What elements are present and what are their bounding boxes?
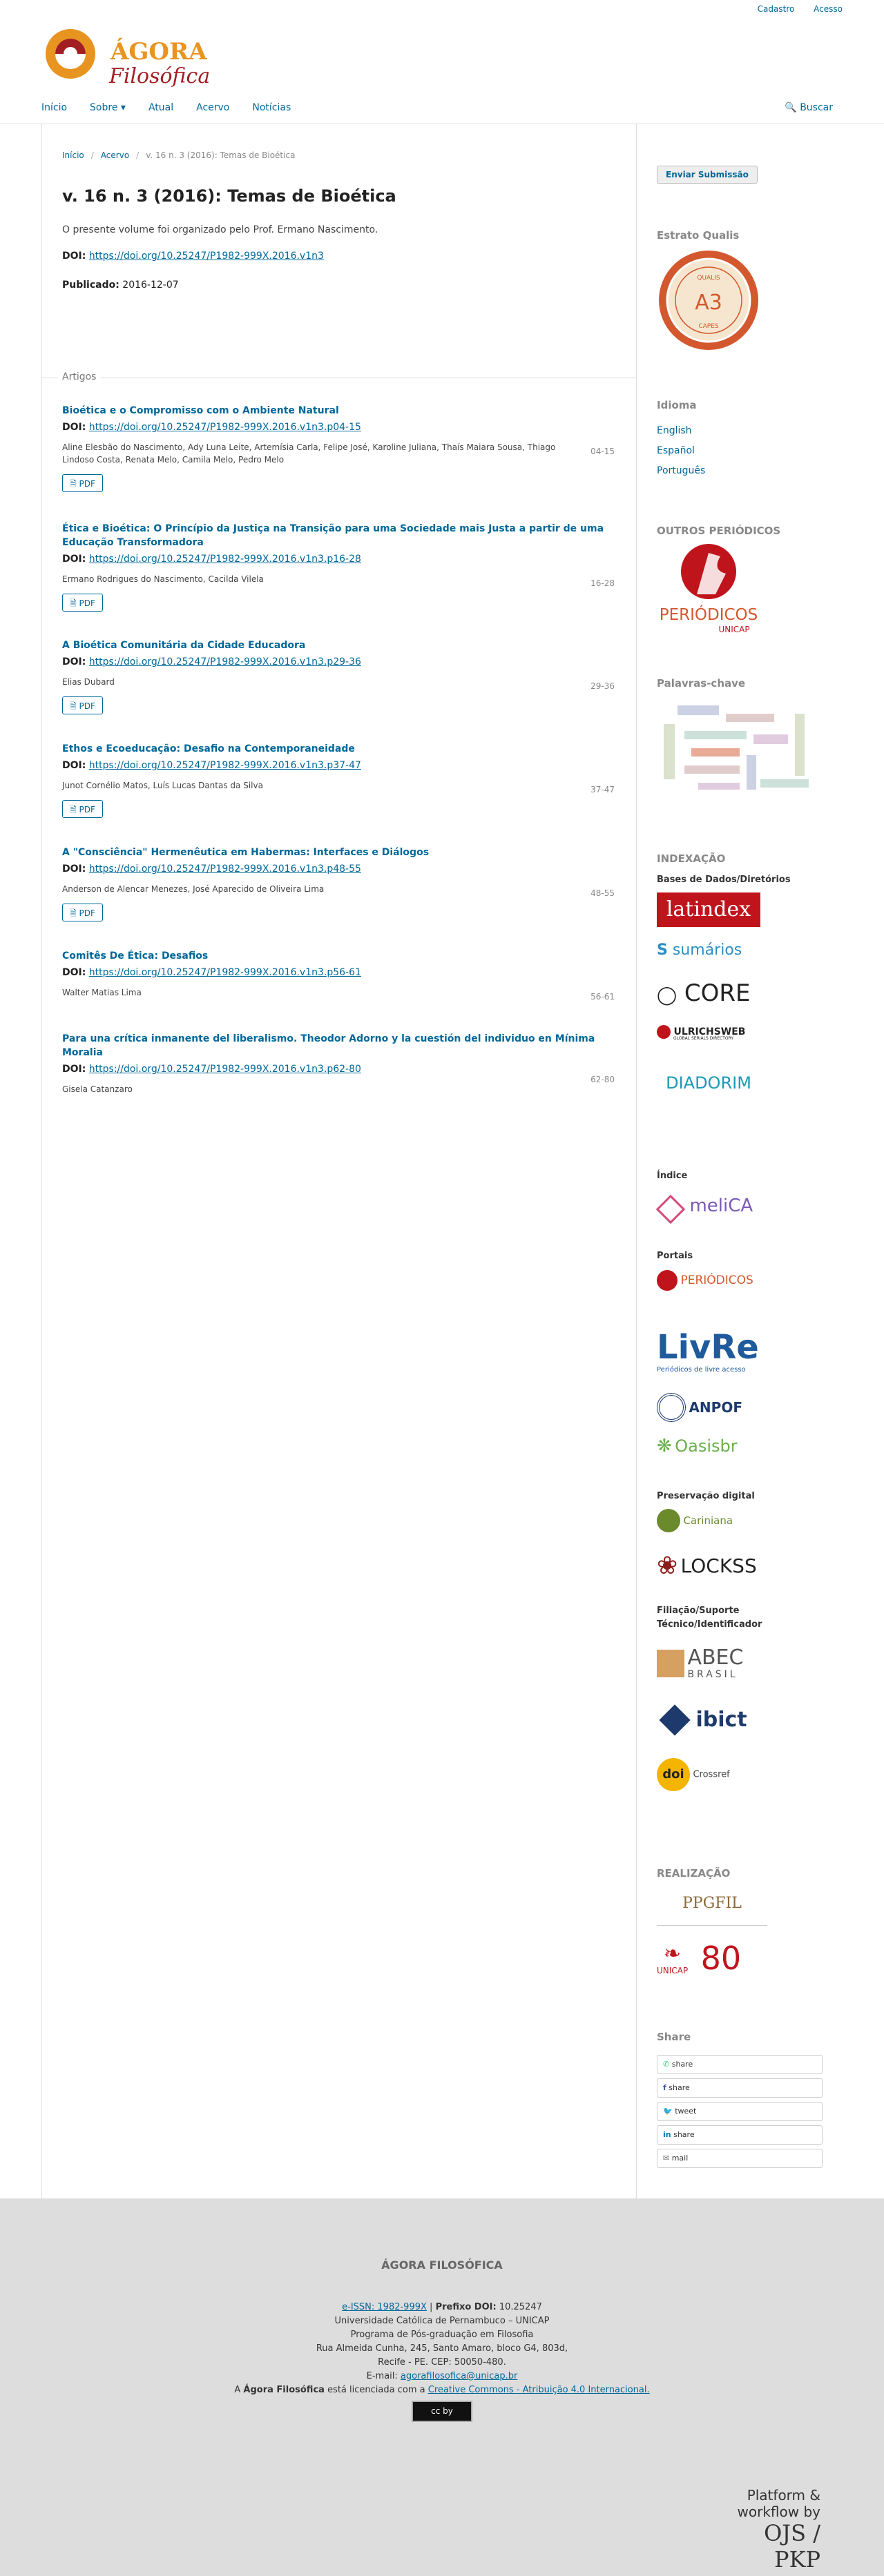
article-title[interactable]: Ethos e Ecoeducação: Desafio na Contemporaneidade	[62, 743, 355, 754]
pdf-label: PDF	[79, 701, 95, 711]
core-logo[interactable]	[657, 975, 760, 1013]
article-doi-link[interactable]: https://doi.org/10.25247/P1982-999X.2016.v1n3.p62-80	[88, 1064, 361, 1075]
livre-subtext: Periódicos de livre acesso	[657, 1366, 746, 1374]
periodicos-unicap-text: UNICAP	[718, 625, 750, 634]
issue-doi-link[interactable]: https://doi.org/10.25247/P1982-999X.2016.v1n3	[88, 251, 324, 262]
nav-item-sobre[interactable]: Sobre ▾	[90, 102, 126, 113]
article-pages: 16-28	[590, 578, 615, 588]
nav-item-acervo[interactable]: Acervo	[196, 102, 230, 113]
anpof-icon	[657, 1393, 686, 1422]
pdf-button[interactable]	[62, 800, 103, 818]
latindex-logo[interactable]: latindex	[657, 892, 760, 927]
section-label: Artigos	[58, 371, 100, 382]
oasisbr-logo[interactable]	[657, 1436, 767, 1470]
article-item	[62, 949, 615, 1002]
qualis-grade: A3	[695, 291, 722, 315]
ibict-logo[interactable]	[657, 1708, 767, 1749]
article-authors: Ermano Rodrigues do Nascimento, Cacilda Vilela	[62, 574, 264, 584]
article-doi-label: DOI:	[62, 1064, 86, 1075]
footer-issn-line: e-ISSN: 1982-999X | Prefixo DOI: 10.25247	[342, 2302, 542, 2312]
article-pages: 48-55	[590, 888, 615, 898]
article-title[interactable]: Comitês De Ética: Desafios	[62, 950, 209, 962]
pdf-label: PDF	[79, 479, 95, 489]
footer-license-link[interactable]: Creative Commons - Atribuição 4.0 Internacional.	[427, 2385, 650, 2395]
qualis-bottom-text: CAPES	[698, 323, 719, 330]
livre-text: LivRe	[657, 1328, 759, 1367]
footer-license-journal: Ágora Filosófica	[243, 2385, 325, 2395]
pdf-button[interactable]	[62, 904, 103, 921]
pdf-button[interactable]	[62, 696, 103, 714]
site-header	[0, 0, 884, 124]
sumarios-icon: S	[657, 941, 668, 959]
primary-nav	[41, 102, 314, 113]
search-link[interactable]	[785, 102, 833, 113]
cariniana-logo[interactable]	[657, 1509, 767, 1540]
pdf-icon: 🗎	[70, 701, 77, 711]
article-title[interactable]: Ética e Bioética: O Princípio da Justiça na Transição para uma Sociedade mais Justa a partir de uma Educação Transformadora	[62, 523, 604, 548]
article-doi-label: DOI:	[62, 422, 86, 433]
article-doi-label: DOI:	[62, 554, 86, 565]
article-doi-link[interactable]: https://doi.org/10.25247/P1982-999X.2016.v1n3.p48-55	[88, 863, 361, 875]
sumarios-text: sumários	[672, 941, 742, 959]
footer-license-line	[0, 2385, 884, 2395]
oasisbr-text: Oasisbr	[675, 1436, 738, 1456]
abec-text: ABEC	[687, 1646, 744, 1670]
logo-text-agora: ÁGORA	[110, 38, 207, 66]
pkp-line-3: OJS / PKP	[764, 2520, 820, 2573]
periodicos-portal-icon	[657, 1270, 678, 1291]
linkedin-icon: in	[663, 2130, 671, 2139]
article-doi-label: DOI:	[62, 863, 86, 875]
doi-badge: doi	[657, 1758, 690, 1791]
pdf-icon: 🗎	[70, 805, 77, 814]
periodicos-portal-logo[interactable]	[657, 1270, 760, 1308]
share-mail-button[interactable]	[657, 2149, 823, 2168]
pkp-logo[interactable]	[717, 2487, 820, 2573]
footer-license-mid: está licenciada com a	[327, 2385, 425, 2395]
footer-prefix-label: Prefixo DOI:	[435, 2302, 497, 2312]
pdf-button[interactable]	[62, 474, 103, 492]
issue-published	[62, 280, 179, 291]
lockss-text: LOCKSS	[680, 1554, 757, 1577]
ppgfil-logo[interactable]	[657, 1888, 767, 1926]
footer-address: Rua Almeida Cunha, 245, Santo Amaro, bloco G4, 803d,	[316, 2343, 568, 2354]
article-doi-link[interactable]: https://doi.org/10.25247/P1982-999X.2016.v1n3.p37-47	[88, 760, 361, 771]
affiliation-title: Filiação/Suporte Técnico/Identificador	[657, 1606, 762, 1630]
footer-email-label: E-mail:	[366, 2371, 398, 2381]
pdf-label: PDF	[79, 598, 95, 608]
footer-program: Programa de Pós-graduação em Filosofia	[350, 2330, 534, 2340]
article-doi-link[interactable]: https://doi.org/10.25247/P1982-999X.2016.v1n3.p04-15	[88, 422, 361, 433]
breadcrumb-archive[interactable]: Acervo	[100, 150, 130, 160]
ulrichsweb-icon	[657, 1025, 671, 1039]
site-logo[interactable]	[41, 23, 221, 96]
article-authors: Aline Elesbão do Nascimento, Ady Luna Leite, Artemísia Carla, Felipe José, Karoline Juliana, Thaís Maiara Sousa, Thiago Lindoso Costa, Renata Melo, Camila Melo, Pedro Melo	[62, 442, 556, 465]
anpof-text: ANPOF	[689, 1399, 742, 1416]
keyword-cloud[interactable]	[657, 700, 816, 799]
mail-icon: ✉	[663, 2154, 670, 2163]
melica-logo[interactable]	[657, 1192, 760, 1230]
abec-logo[interactable]	[657, 1647, 767, 1695]
ulrichsweb-text: ULRICHSWEB	[673, 1026, 746, 1037]
article-title[interactable]: Bioética e o Compromisso com o Ambiente Natural	[62, 405, 339, 416]
share-whatsapp-label: share	[671, 2060, 693, 2069]
footer-title: ÁGORA FILOSÓFICA	[381, 2258, 503, 2272]
article-item	[62, 1032, 615, 1095]
ppgfil-text: PPGFIL	[682, 1895, 742, 1912]
ibict-icon	[659, 1704, 690, 1735]
breadcrumb: Início / Acervo / v. 16 n. 3 (2016): Temas de Bioética	[62, 150, 296, 160]
user-nav	[741, 4, 843, 14]
pdf-icon: 🗎	[70, 479, 77, 489]
oasisbr-icon: ❋	[657, 1436, 672, 1456]
register-link[interactable]: Cadastro	[757, 4, 795, 14]
core-text: CORE	[684, 979, 751, 1007]
cc-license-badge[interactable]: cc by	[412, 2401, 472, 2422]
article-doi-link[interactable]: https://doi.org/10.25247/P1982-999X.2016.v1n3.p56-61	[88, 967, 361, 978]
share-whatsapp-button[interactable]	[657, 2055, 823, 2074]
share-twitter-label: tweet	[675, 2107, 697, 2116]
periodicos-text: PERIÓDICOS	[659, 606, 758, 624]
lockss-logo[interactable]	[657, 1552, 767, 1586]
nav-item-noticias[interactable]: Notícias	[252, 102, 291, 113]
page-title: v. 16 n. 3 (2016): Temas de Bioética	[62, 186, 396, 206]
article-title[interactable]: A "Consciência" Hermenêutica em Habermas: Interfaces e Diálogos	[62, 847, 430, 858]
share-facebook-label: share	[669, 2083, 690, 2092]
site-footer	[0, 2198, 884, 2576]
facebook-icon: f	[663, 2083, 666, 2092]
article-title[interactable]: Para una crítica inmanente del liberalismo. Theodor Adorno y la cuestión del individuo en Mínima Moralia	[62, 1033, 595, 1058]
realization-title: REALIZAÇÃO	[657, 1867, 731, 1880]
article-doi-link[interactable]: https://doi.org/10.25247/P1982-999X.2016.v1n3.p16-28	[88, 554, 361, 565]
article-title[interactable]: A Bioética Comunitária da Cidade Educadora	[62, 640, 306, 651]
share-linkedin-label: share	[673, 2130, 695, 2139]
index-title: Índice	[657, 1171, 688, 1181]
search-icon: 🔍	[785, 102, 797, 113]
share-title: Share	[657, 2031, 691, 2043]
twitter-icon: 🐦	[663, 2107, 673, 2116]
article-pages: 56-61	[590, 992, 615, 1002]
portals-title: Portais	[657, 1251, 693, 1261]
article-authors: Anderson de Alencar Menezes, José Aparecido de Oliveira Lima	[62, 884, 325, 894]
article-item	[62, 404, 615, 492]
cariniana-icon	[657, 1509, 680, 1532]
article-pages: 29-36	[590, 681, 615, 691]
preservation-title: Preservação digital	[657, 1491, 755, 1501]
sidebar	[637, 124, 884, 2198]
article-doi-label: DOI:	[62, 656, 86, 667]
article-authors: Gisela Catanzaro	[62, 1084, 133, 1094]
qualis-title: Estrato Qualis	[657, 229, 740, 242]
melica-icon	[656, 1195, 685, 1224]
pdf-icon: 🗎	[70, 598, 77, 608]
issue-doi	[62, 251, 324, 262]
language-english[interactable]: English	[657, 425, 692, 436]
issue-published-label: Publicado:	[62, 280, 119, 291]
footer-university: Universidade Católica de Pernambuco – UNICAP	[334, 2316, 550, 2326]
article-pages: 62-80	[590, 1075, 615, 1084]
footer-email-link[interactable]: agorafilosofica@unicap.br	[400, 2371, 518, 2381]
unicap-80-text: 80	[700, 1940, 742, 1977]
issue-doi-label: DOI:	[62, 251, 86, 262]
article-item	[62, 638, 615, 714]
anpof-logo[interactable]	[657, 1393, 767, 1427]
language-espanol[interactable]: Español	[657, 445, 695, 456]
footer-email-line	[0, 2371, 884, 2381]
unicap-text: UNICAP	[657, 1965, 689, 1975]
article-item	[62, 846, 615, 921]
footer-prefix-value: 10.25247	[499, 2302, 542, 2312]
article-pages: 04-15	[590, 447, 615, 456]
pdf-label: PDF	[79, 908, 95, 918]
lockss-icon: ❀	[657, 1552, 678, 1580]
ulrichsweb-logo[interactable]	[657, 1025, 767, 1053]
share-twitter-button[interactable]	[657, 2102, 823, 2121]
pdf-icon: 🗎	[70, 908, 77, 918]
login-link[interactable]: Acesso	[814, 4, 843, 14]
main-content	[41, 124, 637, 2198]
abec-subtext: BRASIL	[687, 1669, 738, 1680]
ibict-text: ibict	[695, 1708, 747, 1732]
melica-text: meliCA	[689, 1196, 753, 1216]
article-authors: Junot Cornélio Matos, Luís Lucas Dantas da Silva	[62, 781, 263, 790]
language-portugues[interactable]: Português	[657, 465, 706, 476]
article-item	[62, 522, 615, 612]
qualis-badge	[657, 248, 760, 355]
pdf-label: PDF	[79, 805, 95, 814]
crossref-text: Crossref	[693, 1769, 730, 1780]
article-pages: 37-47	[590, 785, 615, 794]
article-item	[62, 742, 615, 818]
footer-issn-link[interactable]: e-ISSN: 1982-999X	[342, 2302, 427, 2312]
article-doi-link[interactable]: https://doi.org/10.25247/P1982-999X.2016.v1n3.p29-36	[88, 656, 361, 667]
article-doi-label: DOI:	[62, 760, 86, 771]
article-authors: Walter Matias Lima	[62, 988, 142, 997]
unicap-80-logo[interactable]	[657, 1940, 767, 1991]
footer-city: Recife - PE. CEP: 50050-480.	[378, 2357, 506, 2368]
periodicos-unicap-logo[interactable]	[657, 543, 767, 638]
unicap-icon: ❧	[663, 1941, 682, 1966]
ulrichsweb-subtext: GLOBAL SERIALS DIRECTORY	[673, 1036, 734, 1041]
share-facebook-button[interactable]	[657, 2078, 823, 2098]
pkp-line-1: Platform &	[747, 2487, 820, 2504]
issue-description: O presente volume foi organizado pelo Prof. Ermano Nascimento.	[62, 224, 378, 235]
qualis-top-text: QUALIS	[697, 275, 720, 282]
core-icon: ◯	[657, 985, 678, 1006]
databases-title: Bases de Dados/Diretórios	[657, 875, 791, 885]
periodicos-portal-text: PERIÓDICOS	[680, 1274, 753, 1287]
footer-license-pre: A	[234, 2385, 241, 2395]
logo-text-filosofica: Filosófica	[109, 64, 211, 88]
pdf-button[interactable]	[62, 594, 103, 612]
abec-icon	[657, 1650, 684, 1677]
keywords-title: Palavras-chave	[657, 677, 746, 690]
issue-published-date: 2016-12-07	[122, 280, 179, 291]
sumarios-logo[interactable]	[657, 939, 760, 962]
share-linkedin-button[interactable]	[657, 2125, 823, 2145]
nav-item-atual[interactable]: Atual	[148, 102, 174, 113]
article-authors: Elias Dubard	[62, 677, 115, 687]
search-label: Buscar	[800, 102, 833, 113]
indexing-title: INDEXAÇÃO	[657, 852, 726, 865]
diadorim-logo[interactable]: DIADORIM	[666, 1073, 751, 1093]
whatsapp-icon: ✆	[663, 2060, 670, 2069]
breadcrumb-current: v. 16 n. 3 (2016): Temas de Bioética	[146, 150, 296, 160]
article-doi-label: DOI:	[62, 967, 86, 978]
language-title: Idioma	[657, 399, 697, 411]
doi-crossref-logo[interactable]	[657, 1758, 767, 1796]
livre-logo[interactable]	[657, 1329, 767, 1377]
submit-button[interactable]: Enviar Submissão	[657, 166, 758, 184]
share-mail-label: mail	[671, 2154, 689, 2163]
pkp-line-2: workflow by	[737, 2504, 820, 2520]
other-journals-title: OUTROS PERIÓDICOS	[657, 525, 781, 537]
cariniana-text: Cariniana	[683, 1514, 733, 1527]
nav-item-inicio[interactable]: Início	[41, 102, 68, 113]
breadcrumb-home[interactable]: Início	[62, 150, 84, 160]
